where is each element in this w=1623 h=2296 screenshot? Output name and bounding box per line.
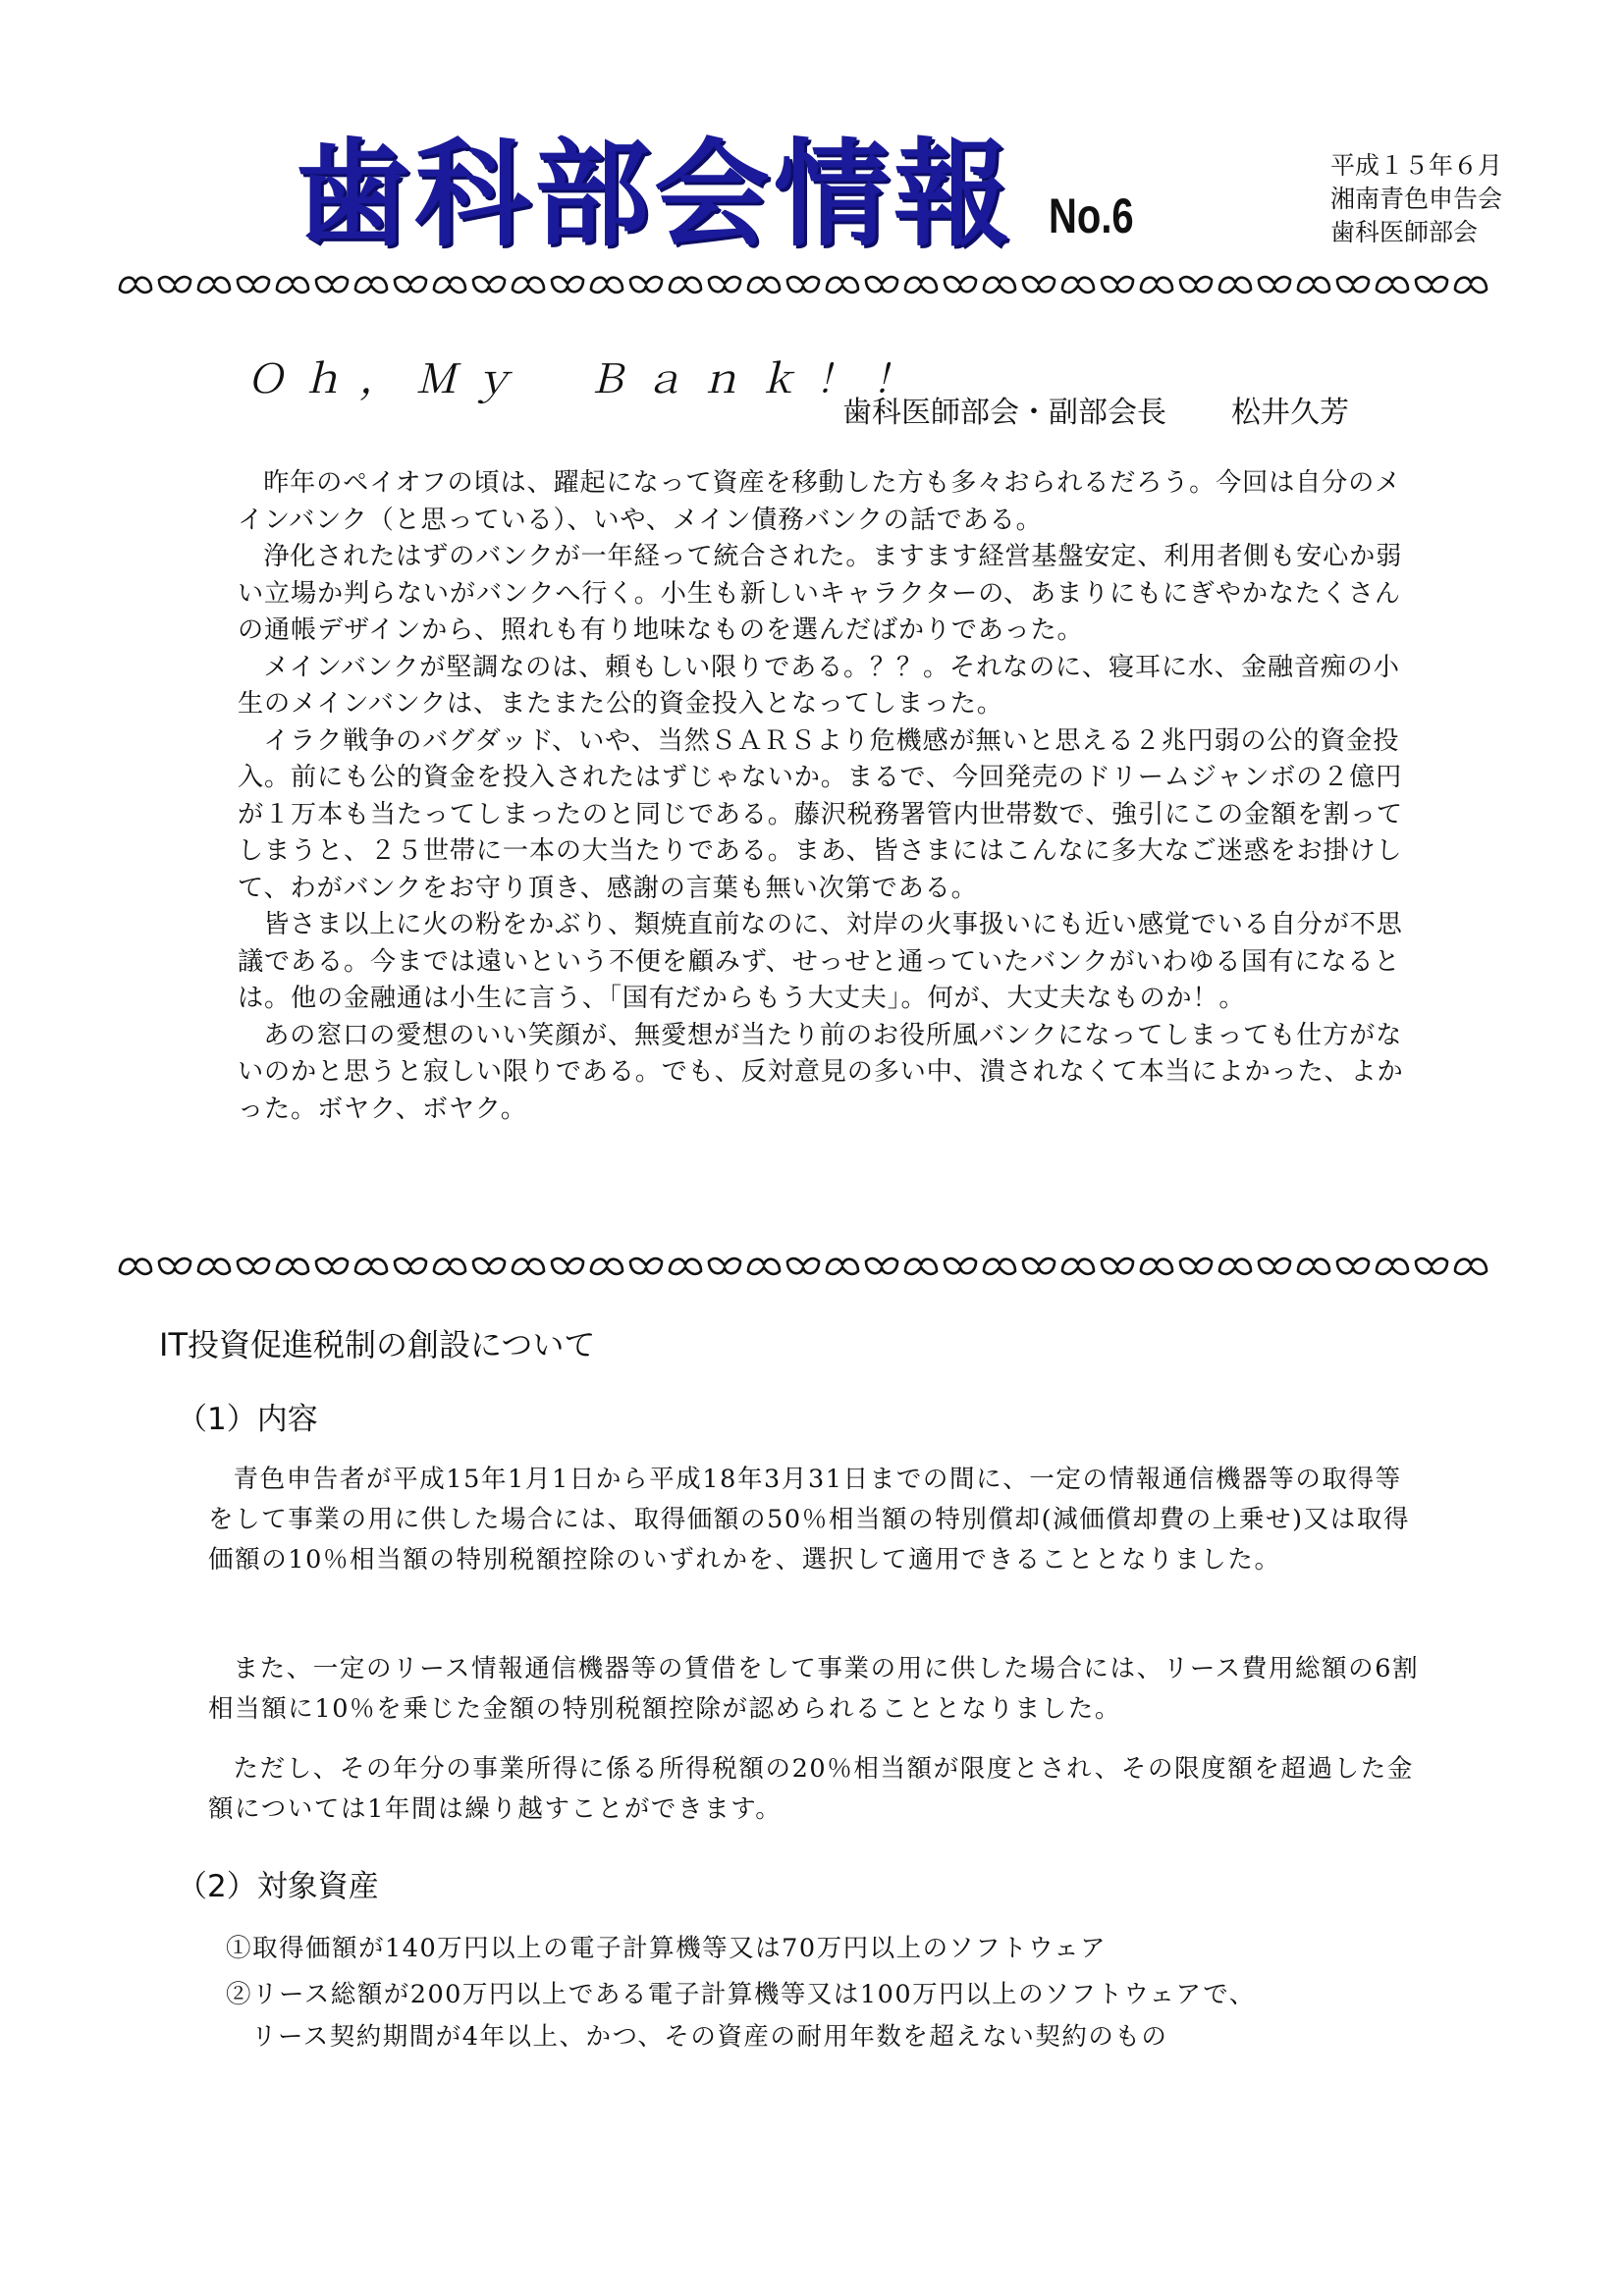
division-name: 歯科医師部会 xyxy=(1330,218,1479,246)
ornament-motif xyxy=(1023,1258,1055,1273)
ornament-motif xyxy=(355,278,387,293)
association-name: 湘南青色申告会 xyxy=(1330,185,1503,213)
ornament-motif xyxy=(434,278,465,293)
ornament-motif xyxy=(709,1258,740,1273)
section-title: IT投資促進税制の創設について xyxy=(159,1326,596,1363)
author-role: 歯科医師部会・副部会長 xyxy=(842,396,1166,430)
ornament-motif xyxy=(787,1258,819,1273)
ornament-motif xyxy=(1180,1258,1212,1273)
essay-paragraph: 浄化されたはずのバンクが一年経って統合された。ますます経営基盤安定、利用者側も安心か弱い立場か判らないがバンクへ行く。小生も新しいキャラクターの、あまりにもにぎやかなたくさんの通帳デザインから、照れも有り地味なものを選んだばかりであった。 xyxy=(238,542,1403,645)
ornament-motif xyxy=(1298,1259,1329,1274)
ornament-motif xyxy=(866,1258,897,1273)
ornament-motif xyxy=(159,277,190,292)
ornament-motif xyxy=(905,278,937,293)
essay-author xyxy=(842,393,1349,434)
ornament-motif xyxy=(1298,278,1329,293)
ornament-motif xyxy=(1141,278,1172,293)
ornament-motif xyxy=(120,278,151,293)
content-paragraph xyxy=(208,1649,1426,1730)
ornament-motif xyxy=(670,1259,701,1274)
ornament-motif xyxy=(552,1258,583,1273)
ornament-motif xyxy=(1377,278,1408,293)
ornament-motif xyxy=(316,277,348,292)
ornament-motif xyxy=(670,278,701,293)
essay-paragraph: 皆さま以上に火の粉をかぶり、類焼直前なのに、対岸の火事扱いにも近い感覚でいる自分が不思議である。今までは遠いという不便を顧みず、せっせと通っていたバンクがいわゆる国有になるとは。他の金融通は小生に言う、「国有だからもう大丈夫」。何が、大丈夫なものか！。 xyxy=(238,910,1403,1013)
ornament-motif xyxy=(277,1259,308,1274)
ornament-divider-middle xyxy=(116,1252,1515,1281)
ornament-motif xyxy=(1102,1258,1133,1273)
ornament-divider-top xyxy=(116,270,1515,299)
publisher-info xyxy=(1330,149,1502,249)
ornament-motif xyxy=(1102,277,1133,292)
assets-heading: （2）対象資産 xyxy=(177,1869,379,1904)
essay-body xyxy=(238,465,1416,1128)
ornament-motif xyxy=(238,1258,269,1273)
essay-paragraph: あの窓口の愛想のいい笑顔が、無愛想が当たり前のお役所風バンクになってしまっても仕方がないのかと思うと寂しい限りである。でも、反対意見の多い中、潰されなくて本当によかった、よかった。ボヤク、ボヤク。 xyxy=(238,1020,1404,1124)
ornament-motif xyxy=(905,1259,937,1274)
ornament-motif xyxy=(473,1258,505,1273)
ornament-motif xyxy=(355,1259,387,1274)
content-text: 青色申告者が平成15年1月1日から平成18年3月31日までの間に、一定の情報通信機器等の取得等をして事業の用に供した場合には、取得価額の50％相当額の特別償却(減価償却費の上乗せ)又は取得価額の10％相当額の特別税額控除のいずれかを、選択して適用できることとなりました。 xyxy=(208,1465,1411,1575)
asset-item: ①取得価額が140万円以上の電子計算機等又は70万円以上のソフトウェア xyxy=(226,1934,1108,1963)
ornament-motif xyxy=(513,1259,544,1274)
ornament-motif xyxy=(1337,1258,1369,1273)
ornament-motif xyxy=(1416,1258,1447,1273)
ornament-motif xyxy=(591,278,622,293)
wave-ornament-row xyxy=(120,277,1487,293)
wave-ornament-row xyxy=(120,1258,1487,1274)
ornament-motif xyxy=(1219,1259,1251,1274)
author-name: 松井久芳 xyxy=(1231,396,1349,430)
content-paragraph xyxy=(208,1460,1426,1580)
essay-paragraph: 昨年のペイオフの頃は、躍起になって資産を移動した方も多々おられるだろう。今回は自分のメインバンク（と思っている）、いや、メイン債務バンクの話である。 xyxy=(238,468,1402,535)
ornament-motif xyxy=(552,277,583,292)
ornament-motif xyxy=(1259,277,1290,292)
ornament-motif xyxy=(866,277,897,292)
newsletter-title: 歯科部会情報 xyxy=(295,127,1014,262)
essay-paragraph: メインバンクが堅調なのは、頼もしい限りである。？？。それなのに、寝耳に水、金融音痴の小生のメインバンクは、またまた公的資金投入となってしまった。 xyxy=(238,652,1400,719)
ornament-motif xyxy=(473,277,505,292)
ornament-motif xyxy=(120,1259,151,1274)
ornament-motif xyxy=(316,1258,348,1273)
ornament-motif xyxy=(277,278,308,293)
ornament-motif xyxy=(787,277,819,292)
asset-item-continued: リース契約期間が4年以上、かつ、その資産の耐用年数を超えない契約のもの xyxy=(251,2022,1168,2052)
content-text: ただし、その年分の事業所得に係る所得税額の20％相当額が限度とされ、その限度額を超過した金額については1年間は繰り越すことができます。 xyxy=(208,1754,1414,1824)
ornament-motif xyxy=(1180,277,1212,292)
ornament-motif xyxy=(513,278,544,293)
ornament-motif xyxy=(238,277,269,292)
ornament-motif xyxy=(1455,278,1487,293)
ornament-motif xyxy=(591,1259,622,1274)
ornament-motif xyxy=(945,1258,976,1273)
ornament-motif xyxy=(1062,278,1094,293)
ornament-motif xyxy=(1455,1259,1487,1274)
ornament-motif xyxy=(748,1259,780,1274)
asset-item: ②リース総額が200万円以上である電子計算機等又は100万円以上のソフトウェアで、 xyxy=(226,1980,1256,2009)
ornament-motif xyxy=(1416,277,1447,292)
publish-date: 平成１５年６月 xyxy=(1330,151,1503,180)
ornament-motif xyxy=(1377,1259,1408,1274)
ornament-motif xyxy=(630,277,662,292)
content-heading: （1）内容 xyxy=(177,1402,318,1437)
ornament-motif xyxy=(984,1259,1015,1274)
ornament-motif xyxy=(159,1258,190,1273)
essay-paragraph: イラク戦争のバグダッド、いや、当然ＳＡＲＳより危機感が無いと思える２兆円弱の公的資金投入。前にも公的資金を投入されたはずじゃないか。まるで、今回発売のドリームジャンボの２億円が１万本も当たってしまったのと同じである。藤沢税務署管内世帯数で、強引にこの金額を割ってしまうと、２５世帯に一本の大当たりである。まあ、皆さまにはこんなに多大なご迷惑をお掛けして、わがバンクをお守り頂き、感謝の言葉も無い次第である。 xyxy=(238,725,1403,903)
ornament-motif xyxy=(198,278,230,293)
ornament-motif xyxy=(630,1258,662,1273)
ornament-motif xyxy=(827,278,858,293)
ornament-motif xyxy=(945,277,976,292)
ornament-motif xyxy=(1023,277,1055,292)
ornament-motif xyxy=(709,277,740,292)
ornament-motif xyxy=(1337,277,1369,292)
ornament-motif xyxy=(1219,278,1251,293)
ornament-motif xyxy=(827,1259,858,1274)
essay-title: Ｏｈ，Ｍｙ Ｂａｎｋ！！ xyxy=(245,357,929,401)
ornament-motif xyxy=(198,1259,230,1274)
ornament-motif xyxy=(434,1259,465,1274)
ornament-motif xyxy=(395,277,426,292)
ornament-motif xyxy=(984,278,1015,293)
content-paragraph xyxy=(208,1749,1426,1830)
ornament-motif xyxy=(1141,1259,1172,1274)
ornament-motif xyxy=(748,278,780,293)
issue-number: No.6 xyxy=(1049,188,1134,243)
ornament-motif xyxy=(1062,1259,1094,1274)
ornament-motif xyxy=(395,1258,426,1273)
ornament-motif xyxy=(1259,1258,1290,1273)
content-text: また、一定のリース情報通信機器等の賃借をして事業の用に供した場合には、リース費用総額の6割相当額に10％を乗じた金額の特別税額控除が認められることとなりました。 xyxy=(208,1654,1420,1724)
